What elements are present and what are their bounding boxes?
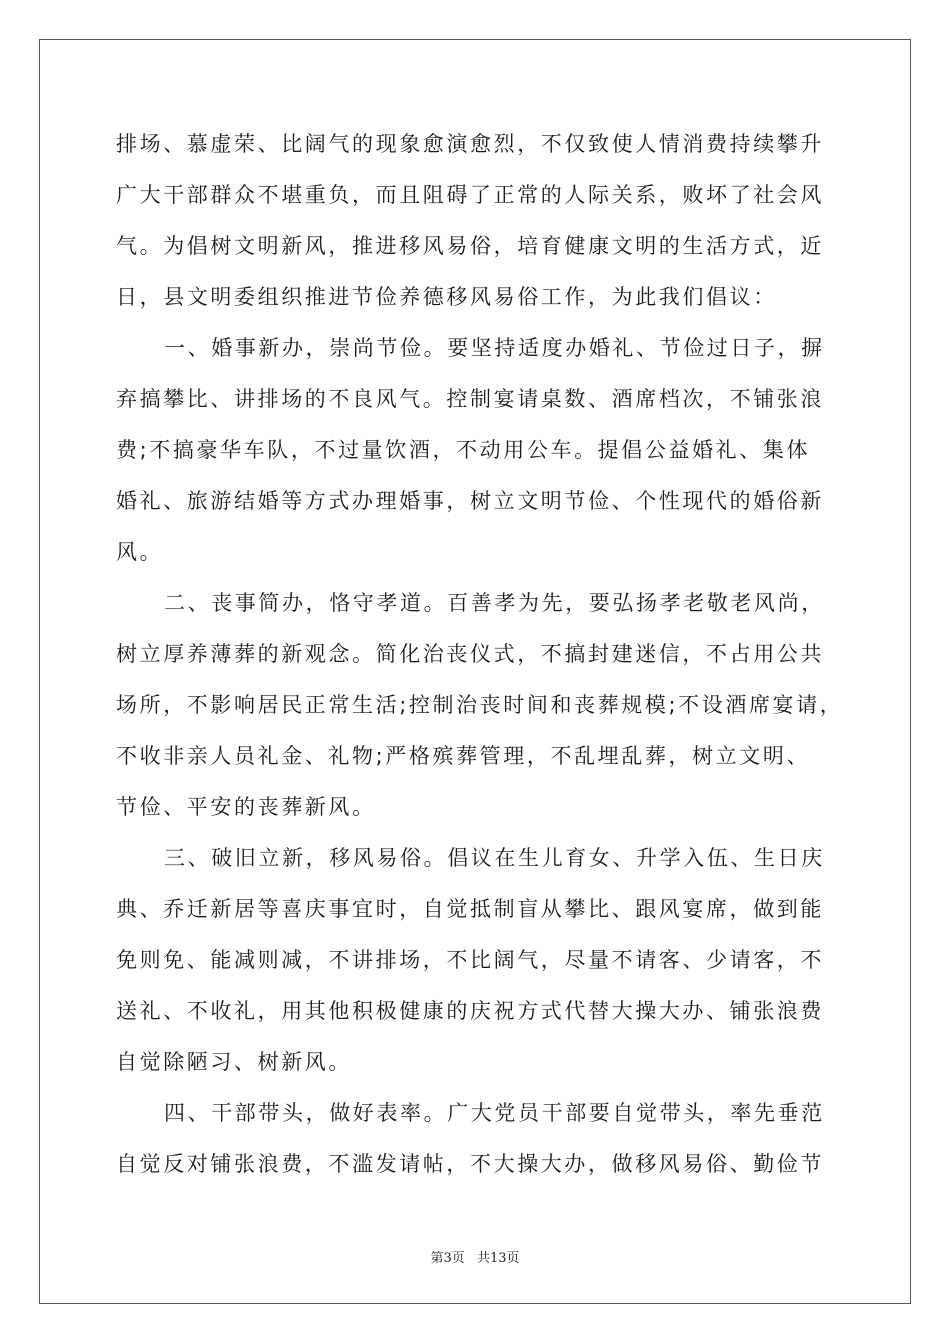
text-line: 婚礼、旅游结婚等方式办理婚事，树立文明节俭、个性现代的婚俗新 [116, 489, 824, 513]
text-line: 排场、慕虚荣、比阔气的现象愈演愈烈，不仅致使人情消费持续攀升 [116, 132, 824, 156]
page-footer [0, 1247, 950, 1266]
text-line: 不收非亲人员礼金、礼物;严格殡葬管理，不乱埋乱葬，树立文明、 [116, 744, 811, 768]
text-line: 自觉反对铺张浪费，不滥发请帖，不大操大办，做移风易俗、勤俭节 [116, 1152, 824, 1176]
text-line: 弃搞攀比、讲排场的不良风气。控制宴请桌数、酒席档次，不铺张浪 [116, 387, 824, 411]
current-page-label: 第3页 [430, 1251, 465, 1266]
text-line: 风。 [116, 540, 164, 564]
total-pages-label: 共13页 [476, 1251, 520, 1266]
text-line: 费;不搞豪华车队，不过量饮酒，不动用公车。提倡公益婚礼、集体 [116, 438, 811, 462]
text-line: 广大干部群众不堪重负，而且阻碍了正常的人际关系，败坏了社会风 [116, 183, 824, 207]
text-line: 节俭、平安的丧葬新风。 [116, 795, 376, 819]
text-line: 一、婚事新办，崇尚节俭。要坚持适度办婚礼、节俭过日子，摒 [164, 336, 825, 360]
text-line: 自觉除陋习、树新风。 [116, 1050, 352, 1074]
text-line: 气。为倡树文明新风，推进移风易俗，培育健康文明的生活方式，近 [116, 234, 824, 258]
text-line: 树立厚养薄葬的新观念。简化治丧仪式，不搞封建迷信，不占用公共 [116, 642, 824, 666]
text-line: 三、破旧立新，移风易俗。倡议在生儿育女、升学入伍、生日庆 [164, 846, 825, 870]
text-line: 免则免、能减则减，不讲排场，不比阔气，尽量不请客、少请客，不 [116, 948, 824, 972]
text-line: 送礼、不收礼，用其他积极健康的庆祝方式代替大操大办、铺张浪费 [116, 999, 824, 1023]
text-line: 日，县文明委组织推进节俭养德移风易俗工作，为此我们倡议： [116, 285, 777, 309]
text-line: 场所，不影响居民正常生活;控制治丧时间和丧葬规模;不设酒席宴请， [116, 693, 844, 717]
text-line: 二、丧事简办，恪守孝道。百善孝为先，要弘扬孝老敬老风尚， [164, 591, 825, 615]
text-line: 典、乔迁新居等喜庆事宜时，自觉抵制盲从攀比、跟风宴席，做到能 [116, 897, 824, 921]
text-line: 四、干部带头，做好表率。广大党员干部要自觉带头，率先垂范 [164, 1101, 825, 1125]
document-body [116, 128, 858, 1199]
